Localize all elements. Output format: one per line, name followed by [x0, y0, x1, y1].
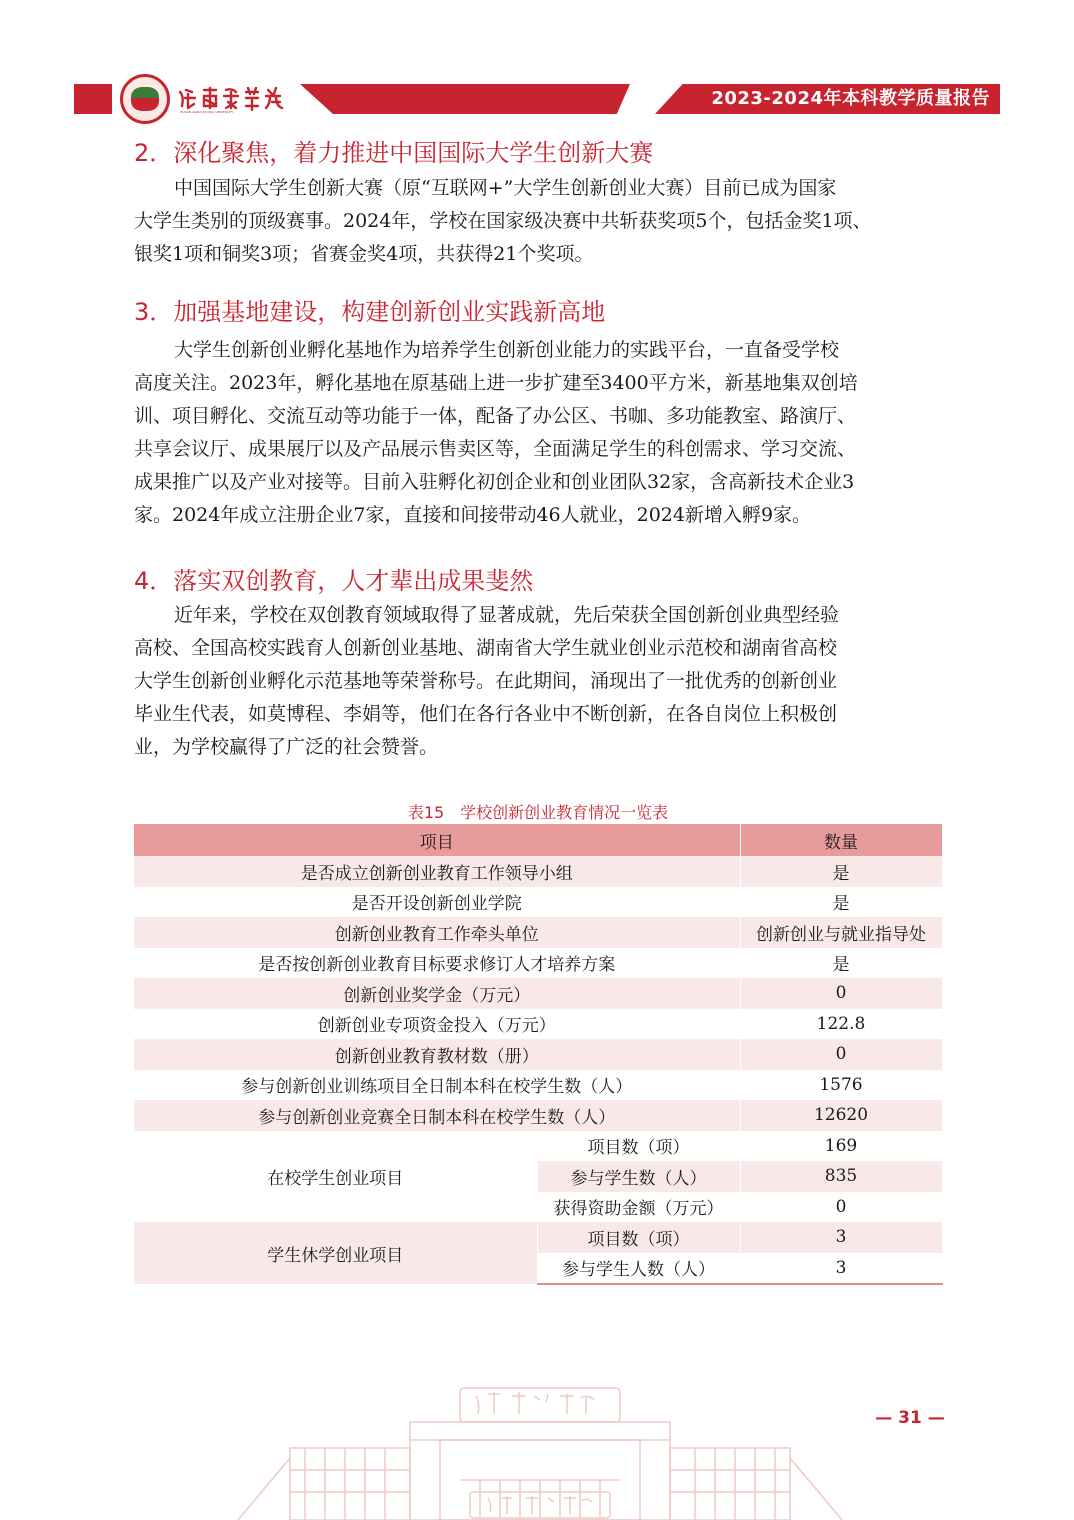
table-cell-item: 是否开设创新创业学院: [134, 887, 740, 918]
column-header-quantity: 数量: [740, 824, 942, 856]
campus-building-watermark: [230, 1380, 850, 1520]
table-cell-item: 是否成立创新创业教育工作领导小组: [134, 856, 740, 887]
table-cell-value: 169: [740, 1131, 942, 1162]
table-cell-item: 创新创业奖学金（万元）: [134, 978, 740, 1009]
table-cell-value: 0: [740, 1192, 942, 1223]
table-cell-value: 122.8: [740, 1009, 942, 1040]
paragraph-line: 家。2024年成立注册企业7家，直接和间接带动46人就业，2024新增入孵9家。: [134, 504, 812, 526]
section-heading-2: 2．深化聚焦，着力推进中国国际大学生创新大赛: [134, 139, 654, 167]
table-group-label: 在校学生创业项目: [134, 1131, 537, 1223]
table-subitem: 项目数（项）: [537, 1222, 740, 1253]
table-caption: 表15 学校创新创业教育情况一览表: [407, 803, 669, 822]
paragraph-line: 毕业生代表，如莫博程、李娟等，他们在各行各业中不断创新，在各自岗位上积极创: [134, 703, 838, 725]
table-subitem: 获得资助金额（万元）: [537, 1192, 740, 1223]
paragraph-line: 大学生创新创业孵化基地作为培养学生创新创业能力的实践平台，一直备受学校: [174, 339, 840, 361]
paragraph-line: 近年来，学校在双创教育领域取得了显著成就，先后荣获全国创新创业典型经验: [174, 604, 840, 626]
header-red-block-middle: [300, 84, 630, 114]
table-cell-value: 835: [740, 1161, 942, 1192]
section-paragraph-2: [134, 172, 942, 271]
table-cell-item: 创新创业专项资金投入（万元）: [134, 1009, 740, 1040]
paragraph-line: 银奖1项和铜奖3项；省赛金奖4项，共获得21个奖项。: [134, 243, 594, 265]
table-row: [134, 1222, 942, 1253]
paragraph-line: 训、项目孵化、交流互动等功能于一体，配备了办公区、书咖、多功能教室、路演厅、: [134, 405, 857, 427]
table-cell-value: 3: [740, 1253, 942, 1285]
table-cell-value: 创新创业与就业指导处: [740, 917, 942, 948]
column-header-item: 项目: [134, 824, 740, 856]
table-cell-value: 是: [740, 856, 942, 887]
section-paragraph-4: [134, 599, 942, 764]
table-cell-value: 0: [740, 1039, 942, 1070]
table-row: [134, 978, 942, 1009]
table-cell-value: 3: [740, 1222, 942, 1253]
paragraph-line: 大学生创新创业孵化示范基地等荣誉称号。在此期间，涌现出了一批优秀的创新创业: [134, 670, 838, 692]
table-subitem: 参与学生数（人）: [537, 1161, 740, 1192]
table-row: [134, 1100, 942, 1131]
svg-text:HUNAN AGRICULTURAL UNIVERSITY: HUNAN AGRICULTURAL UNIVERSITY: [180, 110, 234, 114]
table-cell-item: 参与创新创业训练项目全日制本科在校学生数（人）: [134, 1070, 740, 1101]
table-cell-value: 是: [740, 948, 942, 979]
header-red-block-left: [74, 84, 112, 114]
table-cell-value: 12620: [740, 1100, 942, 1131]
section-paragraph-3: [134, 334, 942, 532]
table-cell-value: 0: [740, 978, 942, 1009]
table-cell-item: 创新创业教育教材数（册）: [134, 1039, 740, 1070]
table-cell-value: 1576: [740, 1070, 942, 1101]
table-row: [134, 1009, 942, 1040]
university-emblem-icon: [120, 74, 170, 124]
table-cell-item: 参与创新创业竞赛全日制本科在校学生数（人）: [134, 1100, 740, 1131]
table-subitem: 项目数（项）: [537, 1131, 740, 1162]
university-calligraphy-logo: [176, 84, 296, 114]
paragraph-line: 高度关注。2023年，孵化基地在原基础上进一步扩建至3400平方米，新基地集双创培: [134, 372, 858, 394]
paragraph-line: 大学生类别的顶级赛事。2024年，学校在国家级决赛中共斩获奖项5个，包括金奖1项、: [134, 210, 872, 232]
table-cell-value: 是: [740, 887, 942, 918]
table-group-label: 学生休学创业项目: [134, 1222, 537, 1284]
report-title: 2023-2024年本科教学质量报告: [711, 88, 990, 109]
table-row: [134, 917, 942, 948]
page-header: [0, 0, 1074, 130]
paragraph-line: 成果推广以及产业对接等。目前入驻孵化初创企业和创业团队32家，含高新技术企业3: [134, 471, 855, 493]
table-row: [134, 1039, 942, 1070]
page-number: — 31 —: [875, 1408, 945, 1428]
table-row: [134, 856, 942, 887]
section-heading-4: 4．落实双创教育，人才辈出成果斐然: [134, 567, 534, 595]
table-cell-item: 是否按创新创业教育目标要求修订人才培养方案: [134, 948, 740, 979]
paragraph-line: 中国国际大学生创新大赛（原“互联网+”大学生创新创业大赛）目前已成为国家: [174, 177, 837, 199]
paragraph-line: 业，为学校赢得了广泛的社会赞誉。: [134, 736, 439, 758]
paragraph-line: 高校、全国高校实践育人创新创业基地、湖南省大学生就业创业示范校和湖南省高校: [134, 637, 838, 659]
table-row: [134, 887, 942, 918]
table-row: [134, 948, 942, 979]
table-row: [134, 1070, 942, 1101]
table-subitem: 参与学生人数（人）: [537, 1253, 740, 1285]
table-row: [134, 1131, 942, 1162]
innovation-education-table: [134, 824, 943, 1285]
section-heading-3: 3．加强基地建设，构建创新创业实践新高地: [134, 298, 606, 326]
table-cell-item: 创新创业教育工作牵头单位: [134, 917, 740, 948]
paragraph-line: 共享会议厅、成果展厅以及产品展示售卖区等，全面满足学生的科创需求、学习交流、: [134, 438, 857, 460]
